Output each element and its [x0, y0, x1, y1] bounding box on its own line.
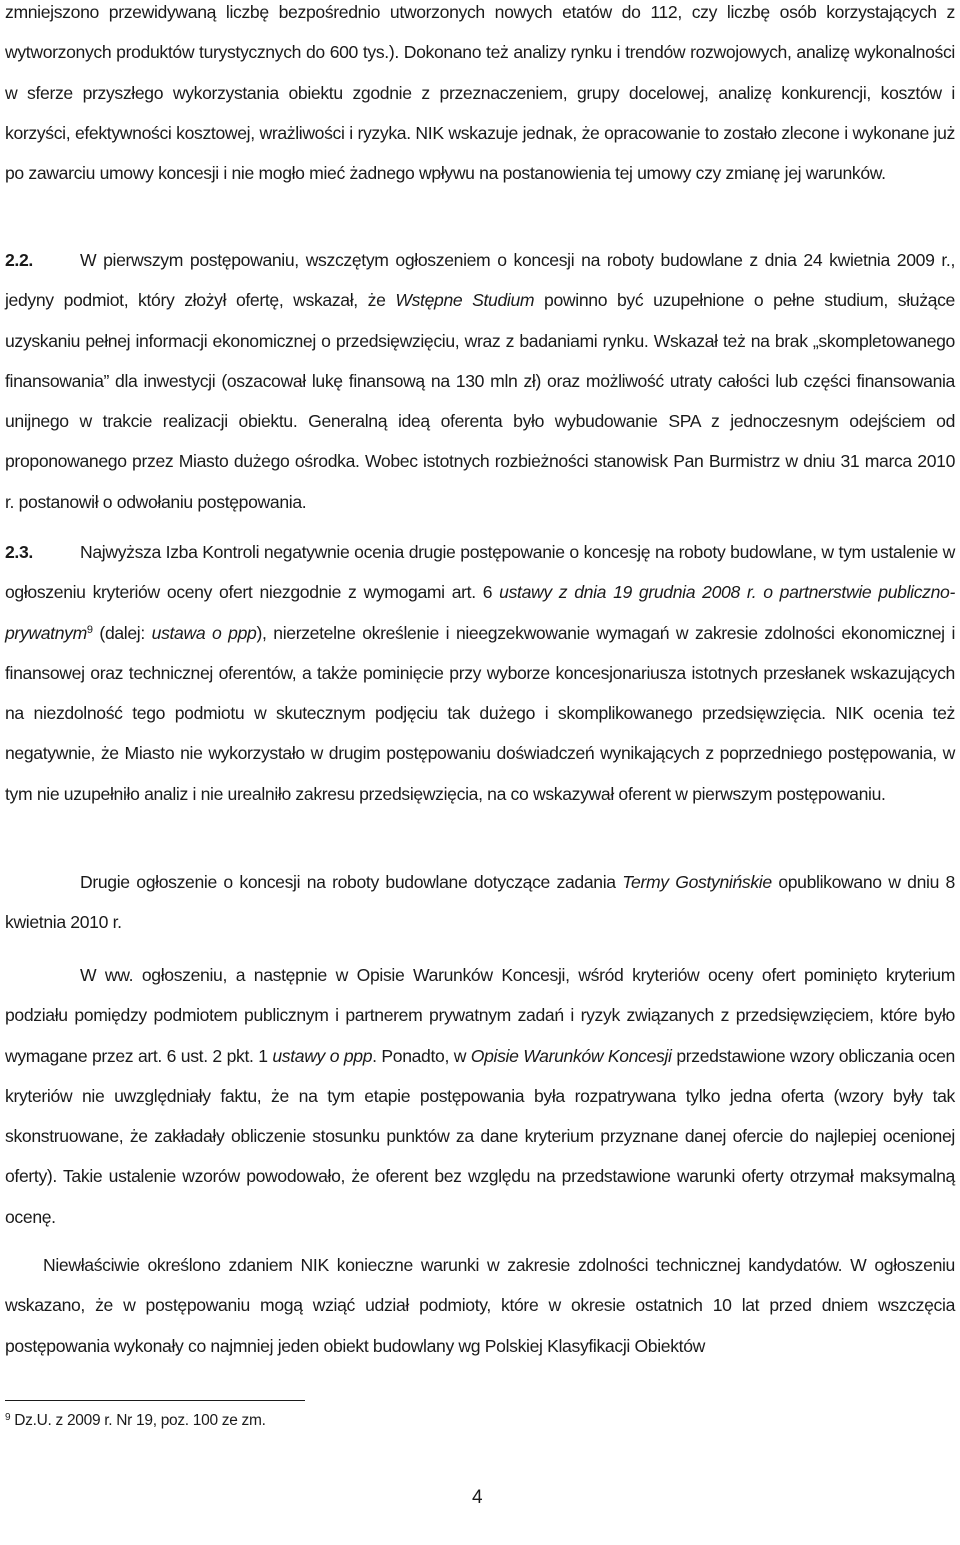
paragraph-text: . Ponadto, w [372, 1045, 471, 1066]
paragraph-text: Drugie ogłoszenie o koncesji na roboty budowlane dotyczące zadania [80, 872, 623, 892]
italic-abbreviation: ustawy o ppp [272, 1045, 373, 1066]
paragraph-text: zmniejszono przewidywaną liczbę bezpośrednio utworzonych nowych etatów do 112, czy liczbę osób korzystających z wytworzonych produktów turystycznych do 600 tys.). Dokonano też analizy rynku i trendów rozwojowych, analizę wykonalności w sferze przyszłego wykorzystania obiektu zgodnie z przeznaczeniem, grupy docelowej, analizę konkurencji, kosztów i korzyści, efektywności kosztowej, wrażliwości i ryzyka. NIK wskazuje jednak, że opracowanie to zostało zlecone i wykonane już po zawarciu umowy koncesji i nie mogło mieć żadnego wpływu na postanowienia tej umowy czy zmianę jej warunków. [5, 2, 955, 184]
paragraph-text: W pierwszym postępowaniu, wszczętym ogłoszeniem o koncesji na roboty budowlane z dnia 24 kwietnia 2009 r., jedyny podmiot, który złożył ofertę, wskazał, że [5, 250, 955, 311]
paragraph-criteria [5, 955, 955, 1237]
paragraph-text: opublikowano w dniu 8 kwietnia 2010 r. [5, 872, 955, 933]
footnote-text: Dz.U. z 2009 r. Nr 19, poz. 100 ze zm. [10, 1412, 266, 1429]
paragraph-analysis-summary [5, 0, 955, 193]
section-number: 2.2. [5, 250, 33, 270]
italic-term: Wstępne Studium [395, 290, 535, 311]
paragraph-section-2-3 [5, 532, 955, 814]
paragraph-text: Niewłaściwie określono zdaniem NIK konieczne warunki w zakresie zdolności technicznej kandydatów. W ogłoszeniu wskazano, że w postępowaniu mogą wziąć udział podmioty, które w okresie ostatnich 10 lat przed dniem wszczęcia postępowania wykonały co najmniej jeden obiekt budowlany wg Polskiej Klasyfikacji Obiektów [5, 1255, 955, 1356]
footnote-number: 9 [5, 1412, 11, 1423]
paragraph-second-announcement [5, 862, 955, 943]
paragraph-technical-capacity [5, 1245, 955, 1366]
paragraph-text: powinno być uzupełnione o pełne studium, służące uzyskaniu pełnej informacji ekonomicznej o przedsięwzięciu, wraz z badaniami rynku. Wskazał też na brak „skompletowanego finansowania” dla inwestycji (oszacował lukę finansową na 130 mln zł) oraz możliwość utraty całości lub części finansowania unijnego w trakcie realizacji obiektu. Generalną ideą oferenta było wybudowanie SPA z jednoczesnym odejściem od proponowanego przez Miasto dużego ośrodka. Wobec istotnych rozbieżności stanowisk Pan Burmistrz w dniu 31 marca 2010 r. postanowił o odwołaniu postępowania. [5, 290, 955, 512]
paragraph-text: Najwyższa Izba Kontroli negatywnie ocenia drugie postępowanie o koncesję na roboty budowlane, w tym ustalenie w ogłoszeniu kryteriów oceny ofert niezgodnie z wymogami art. 6 [5, 542, 955, 603]
paragraph-section-2-2 [5, 240, 955, 522]
italic-document-title: Opisie Warunków Koncesji [470, 1045, 672, 1066]
paragraph-text: przedstawione wzory obliczania ocen kryteriów nie uwzględniały faktu, że na tym etapie postępowania była rozpatrywana tylko jedna oferta (wzory były tak skonstruowane, że zakładały obliczenie stosunku punktów za dane kryterium przyznane danej ofercie do najlepiej ocenionej oferty). Takie ustalenie wzorów powodowało, że oferent bez względu na przedstawione warunki oferty otrzymał maksymalną ocenę. [5, 1045, 955, 1227]
paragraph-text: ), nierzetelne określenie i nieegzekwowanie wymagań w zakresie zdolności ekonomicznej i finansowej oraz technicznej oferentów, a także pominięcie przy wyborze koncesjonariusza istotnych przesłanek wskazujących na niezdolność tego podmiotu w skutecznym podjęciu tak dużego i skomplikowanego przedsięwzięcia. NIK ocenia też negatywnie, że Miasto nie wykorzystało w drugim postępowaniu doświadczeń wynikających z poprzedniego postępowania, w tym nie uzupełniło analiz i nie urealniło zakresu przedsięwzięcia, na co wskazywał oferent w pierwszym postępowaniu. [5, 622, 956, 804]
italic-act-title: ustawy z dnia 19 grudnia 2008 r. o partnerstwie publiczno-prywatnym [5, 582, 955, 643]
section-number: 2.3. [5, 542, 33, 562]
footnote-divider [5, 1400, 305, 1401]
italic-abbreviation: ustawa o ppp [151, 622, 257, 643]
paragraph-text: (dalej: [92, 622, 152, 643]
footnote [5, 1410, 266, 1432]
page-number: 4 [472, 1487, 483, 1508]
italic-project-name: Termy Gostynińskie [622, 872, 772, 892]
paragraph-text: W ww. ogłoszeniu, a następnie w Opisie Warunków Koncesji, wśród kryteriów oceny ofert pominięto kryterium podziału pomiędzy podmiotem publicznym i partnerem prywatnym zadań i ryzyk związanych z przedsięwzięciem, które było wymagane przez art. 6 ust. 2 pkt. 1 [5, 965, 955, 1066]
footnote-reference[interactable]: 9 [86, 623, 93, 636]
